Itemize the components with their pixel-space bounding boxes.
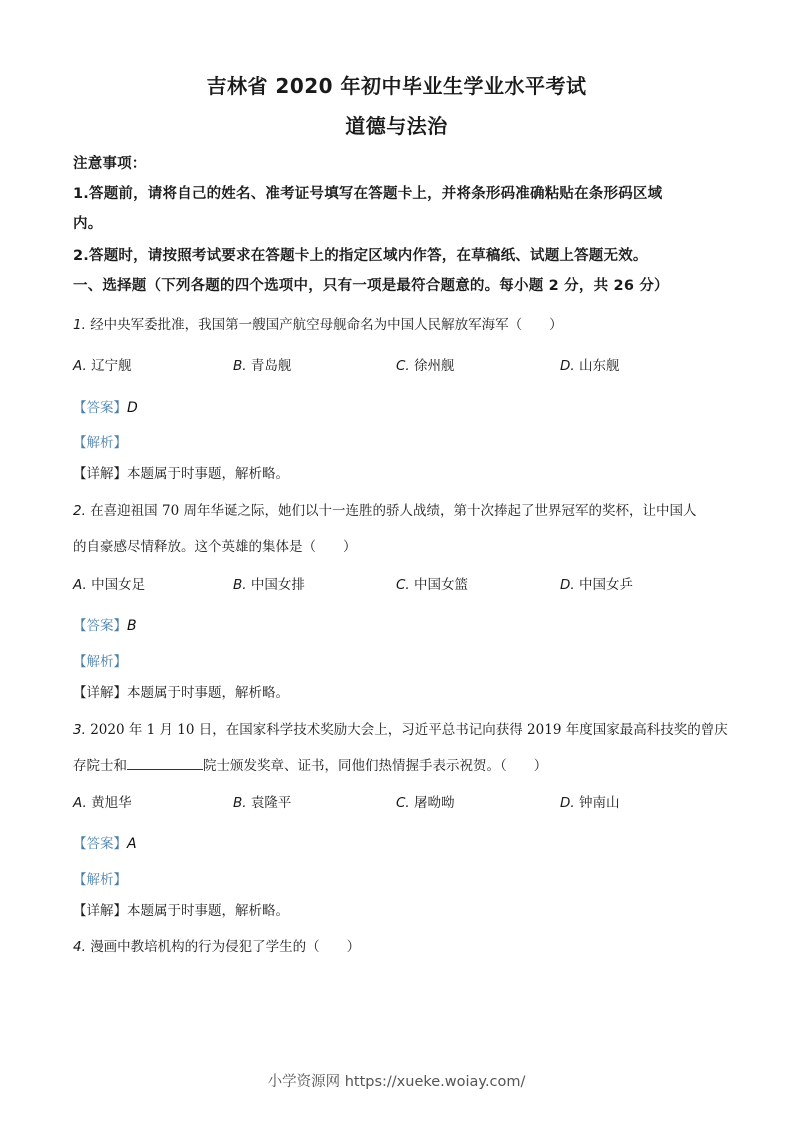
option-a: A. 黄旭华 bbox=[73, 795, 132, 811]
question-2 bbox=[73, 499, 696, 519]
option-d: D. 中国女乒 bbox=[560, 577, 633, 593]
analysis-label: 【解析】 bbox=[73, 435, 127, 451]
question-3-cont: 存院士和 院士颁发奖章、证书，同他们热情握手表示祝贺。（ ） bbox=[73, 758, 548, 774]
detail-label: 【详解】 bbox=[73, 466, 127, 482]
answer-row bbox=[73, 832, 137, 852]
answer-value: B bbox=[127, 618, 137, 634]
detail-text: 本题属于时事题，解析略。 bbox=[127, 466, 289, 482]
question-number: 1. bbox=[73, 317, 86, 333]
answer-row bbox=[73, 614, 137, 634]
analysis-label: 【解析】 bbox=[73, 872, 127, 888]
answer-label: 【答案】 bbox=[73, 836, 127, 852]
option-c: C. 中国女篮 bbox=[396, 577, 469, 593]
notice-item-1: 1.答题前，请将自己的姓名、准考证号填写在答题卡上，并将条形码准确粘贴在条形码区域 bbox=[73, 186, 663, 202]
footer-link[interactable]: 小学资源网 https://xueke.woiay.com/ bbox=[267, 1074, 526, 1090]
answer-label: 【答案】 bbox=[73, 618, 127, 634]
notice-item-1-cont: 内。 bbox=[73, 216, 103, 232]
detail-label: 【详解】 bbox=[73, 685, 127, 701]
exam-title: 吉林省 2020 年初中毕业生学业水平考试 bbox=[206, 74, 587, 98]
question-text: 经中央军委批准，我国第一艘国产航空母舰命名为中国人民解放军海军（ ） bbox=[90, 317, 563, 333]
detail-row bbox=[73, 681, 289, 701]
answer-value: D bbox=[127, 400, 138, 416]
question-text: 在喜迎祖国 70 周年华诞之际，她们以十一连胜的骄人战绩，第十次捧起了世界冠军的奖杯，让中国人 bbox=[90, 503, 697, 519]
section-heading: 一、选择题（下列各题的四个选项中，只有一项是最符合题意的。每小题 2 分，共 26 分） bbox=[73, 278, 669, 294]
option-a: A. 辽宁舰 bbox=[73, 358, 132, 374]
detail-row bbox=[73, 899, 289, 919]
detail-text: 本题属于时事题，解析略。 bbox=[127, 685, 289, 701]
option-d: D. 钟南山 bbox=[560, 795, 620, 811]
question-number: 4. bbox=[73, 939, 86, 955]
analysis-label: 【解析】 bbox=[73, 654, 127, 670]
detail-text: 本题属于时事题，解析略。 bbox=[127, 903, 289, 919]
question-3 bbox=[73, 718, 728, 738]
answer-label: 【答案】 bbox=[73, 400, 127, 416]
fill-blank bbox=[127, 757, 203, 770]
question-text: 漫画中教培机构的行为侵犯了学生的（ ） bbox=[90, 939, 361, 955]
question-1 bbox=[73, 313, 563, 333]
notice-heading: 注意事项： bbox=[73, 156, 147, 172]
subject-title: 道德与法治 bbox=[345, 114, 448, 138]
option-a: A. 中国女足 bbox=[73, 577, 146, 593]
option-b: B. 袁隆平 bbox=[233, 795, 292, 811]
question-text: 2020 年 1 月 10 日，在国家科学技术奖励大会上，习近平总书记向获得 2019 年度国家最高科技奖的曾庆 bbox=[90, 722, 728, 738]
option-c: C. 徐州舰 bbox=[396, 358, 455, 374]
question-2-cont: 的自豪感尽情释放。这个英雄的集体是（ ） bbox=[73, 539, 357, 555]
question-4 bbox=[73, 935, 360, 955]
notice-item-2: 2.答题时，请按照考试要求在答题卡上的指定区域内作答，在草稿纸、试题上答题无效。 bbox=[73, 248, 648, 264]
option-b: B. 中国女排 bbox=[233, 577, 305, 593]
option-c: C. 屠呦呦 bbox=[396, 795, 455, 811]
option-d: D. 山东舰 bbox=[560, 358, 620, 374]
answer-row bbox=[73, 396, 138, 416]
option-b: B. 青岛舰 bbox=[233, 358, 292, 374]
detail-row bbox=[73, 462, 289, 482]
detail-label: 【详解】 bbox=[73, 903, 127, 919]
question-number: 3. bbox=[73, 722, 86, 738]
answer-value: A bbox=[127, 836, 137, 852]
question-number: 2. bbox=[73, 503, 86, 519]
